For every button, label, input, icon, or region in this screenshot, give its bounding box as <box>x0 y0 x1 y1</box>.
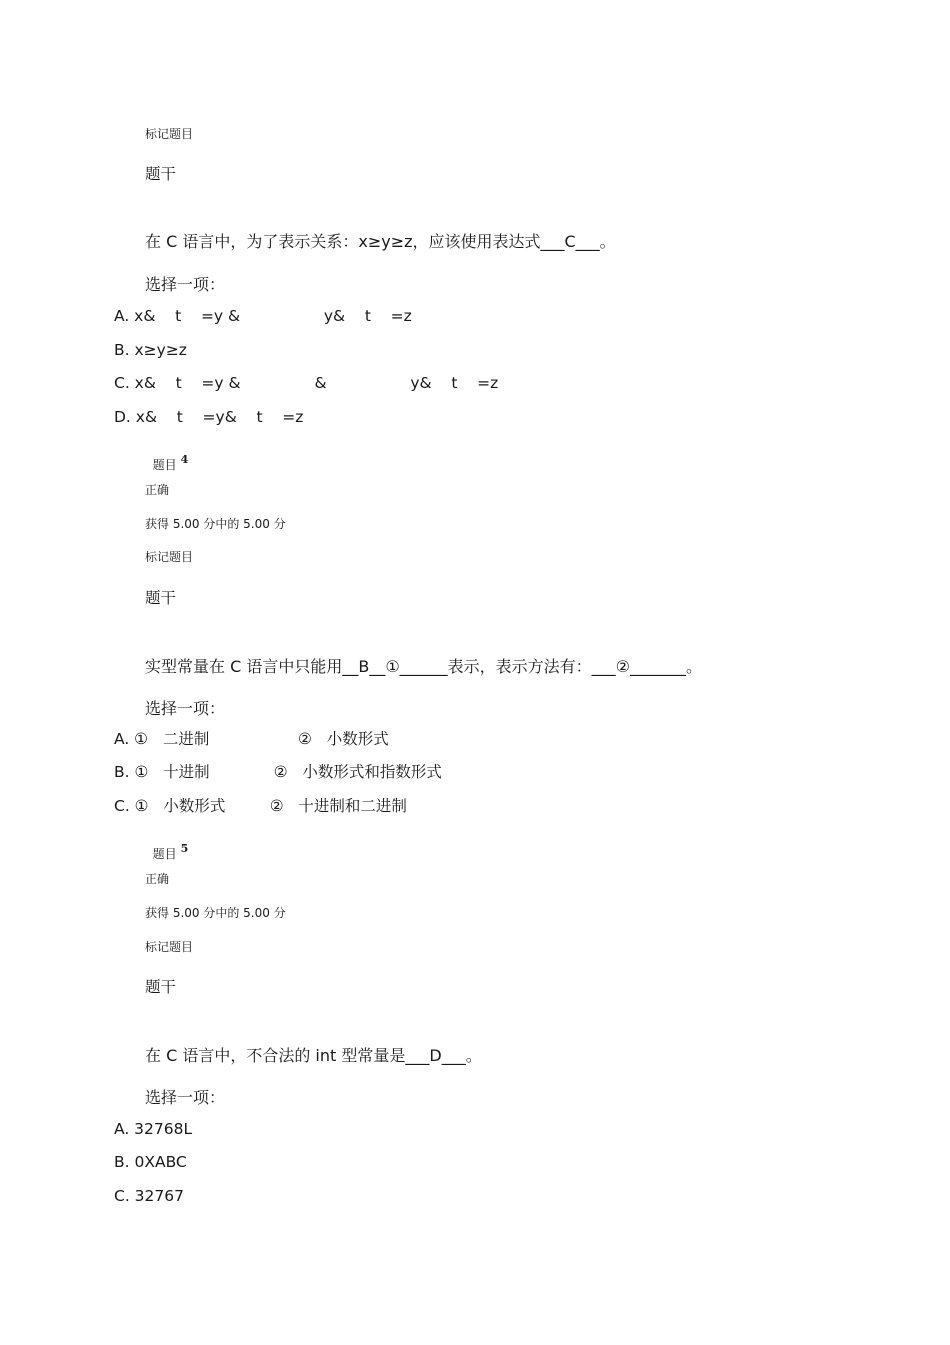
question-text: 实型常量在 C 语言中只能用__B__①______表示，表示方法有：___②_______。 <box>145 657 703 676</box>
flag-question-label[interactable]: 标记题目 <box>145 127 194 141</box>
question-number: 5 <box>180 842 189 855</box>
answer-option-b[interactable]: B. x≥y≥z <box>114 341 187 359</box>
choose-one-prompt: 选择一项： <box>145 1088 226 1107</box>
question-stem-label: 题干 <box>145 165 177 183</box>
choose-one-prompt: 选择一项： <box>145 275 226 294</box>
question-header <box>145 447 188 471</box>
question-label: 题目 <box>152 847 177 861</box>
question-status: 正确 <box>145 483 170 497</box>
question-stem-label: 题干 <box>145 589 177 607</box>
question-status: 正确 <box>145 872 170 886</box>
answer-option-a[interactable]: A. x& t =y & y& t =z <box>114 307 412 325</box>
answer-option-b[interactable]: B. 0XABC <box>114 1153 187 1171</box>
question-score: 获得 5.00 分中的 5.00 分 <box>145 906 286 920</box>
answer-option-c[interactable]: C. ① 小数形式 ② 十进制和二进制 <box>114 797 407 815</box>
answer-option-c[interactable]: C. 32767 <box>114 1187 184 1205</box>
question-score: 获得 5.00 分中的 5.00 分 <box>145 517 286 531</box>
question-stem-label: 题干 <box>145 978 177 996</box>
question-number: 4 <box>180 453 189 466</box>
choose-one-prompt: 选择一项： <box>145 699 226 718</box>
question-text: 在 C 语言中，为了表示关系：x≥y≥z，应该使用表达式___C___。 <box>145 232 616 251</box>
answer-option-d[interactable]: D. x& t =y& t =z <box>114 408 304 426</box>
question-text: 在 C 语言中，不合法的 int 型常量是___D___。 <box>145 1046 482 1065</box>
flag-question-label[interactable]: 标记题目 <box>145 940 194 954</box>
answer-option-c[interactable]: C. x& t =y & & y& t =z <box>114 374 499 392</box>
flag-question-label[interactable]: 标记题目 <box>145 550 194 564</box>
answer-option-a[interactable]: A. 32768L <box>114 1120 193 1138</box>
answer-option-a[interactable]: A. ① 二进制 ② 小数形式 <box>114 730 389 748</box>
answer-option-b[interactable]: B. ① 十进制 ② 小数形式和指数形式 <box>114 763 442 781</box>
question-header <box>145 836 188 860</box>
question-label: 题目 <box>152 458 177 472</box>
